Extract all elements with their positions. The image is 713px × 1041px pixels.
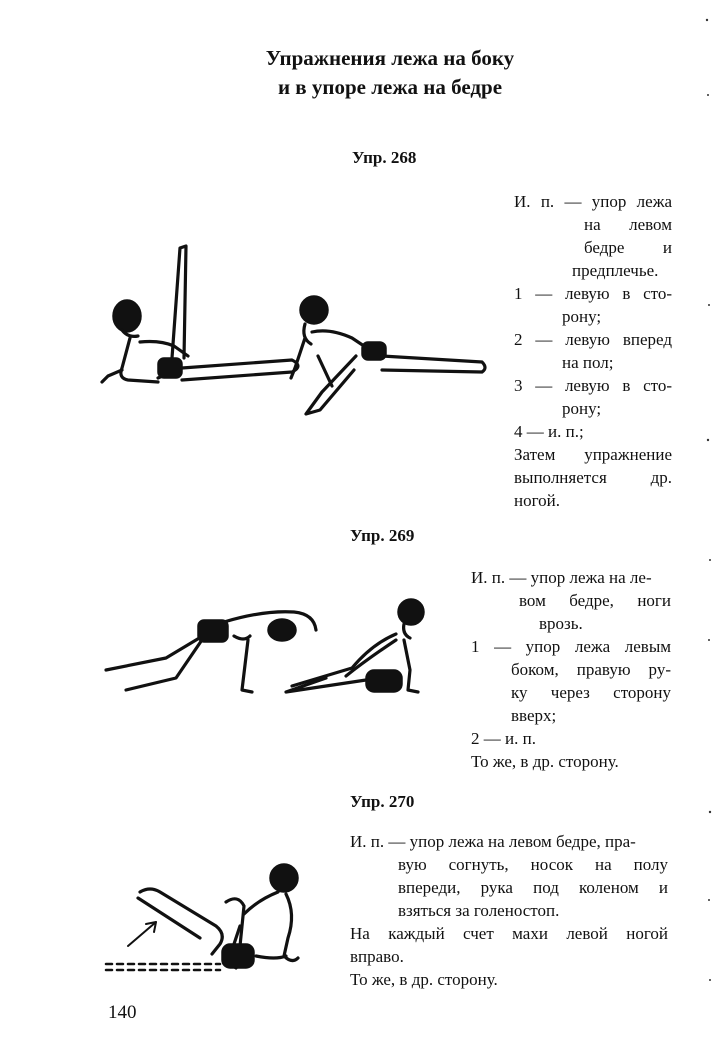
exercise-269-illustration (104, 600, 439, 700)
text-line: И. п. — упор лежа на левом бедре, пра- (350, 832, 636, 851)
text-line: вверх; (511, 706, 557, 725)
text-line: вправо. (350, 947, 404, 966)
title-line-2: и в упоре лежа на бедре (277, 75, 503, 99)
exercise-270-text (350, 830, 668, 991)
text-line: взяться за голеностоп. (398, 901, 560, 920)
exercise-270-illustration (100, 866, 325, 984)
text-line: выполняется др. (514, 468, 672, 487)
exercise-268-illustration (100, 238, 495, 430)
text-line: Затем упражнение (514, 445, 672, 464)
text-line: вую согнуть, носок на полу (398, 855, 668, 874)
text-line: То же, в др. сторону. (350, 970, 498, 989)
text-line: предплечье. (572, 261, 659, 280)
text-line: 2 — левую вперед (514, 330, 672, 349)
text-line: впереди, рука под коленом и (398, 878, 668, 897)
scan-edge-specks (699, 0, 713, 1041)
text-line: вом бедре, ноги (519, 591, 671, 610)
text-line: 2 — и. п. (471, 729, 536, 748)
text-line: рону; (562, 399, 602, 418)
text-line: бедре и (584, 238, 672, 257)
exercise-268-label: Упр. 268 (352, 148, 417, 167)
text-line: рону; (562, 307, 602, 326)
exercise-269-text (471, 566, 671, 773)
page-number: 140 (108, 1002, 137, 1023)
text-line: И. п. — упор лежа (514, 192, 672, 211)
page-title (0, 44, 713, 102)
text-line: боком, правую ру- (511, 660, 671, 679)
text-line: ку через сторону (511, 683, 671, 702)
text-line: И. п. — упор лежа на ле- (471, 568, 652, 587)
text-line: на левом (584, 215, 672, 234)
text-line: 1 — левую в сто- (514, 284, 672, 303)
text-line: врозь. (539, 614, 583, 633)
exercise-269-label: Упр. 269 (350, 526, 415, 545)
text-line: 1 — упор лежа левым (471, 637, 671, 656)
exercise-268-text (514, 190, 672, 512)
text-line: на пол; (562, 353, 614, 372)
title-line-1: Упражнения лежа на боку (265, 46, 515, 70)
exercise-270-label: Упр. 270 (350, 792, 415, 811)
text-line: 3 — левую в сто- (514, 376, 672, 395)
text-line: 4 — и. п.; (514, 422, 584, 441)
text-line: На каждый счет махи левой ногой (350, 924, 668, 943)
text-line: То же, в др. сторону. (471, 752, 619, 771)
text-line: ногой. (514, 491, 560, 510)
